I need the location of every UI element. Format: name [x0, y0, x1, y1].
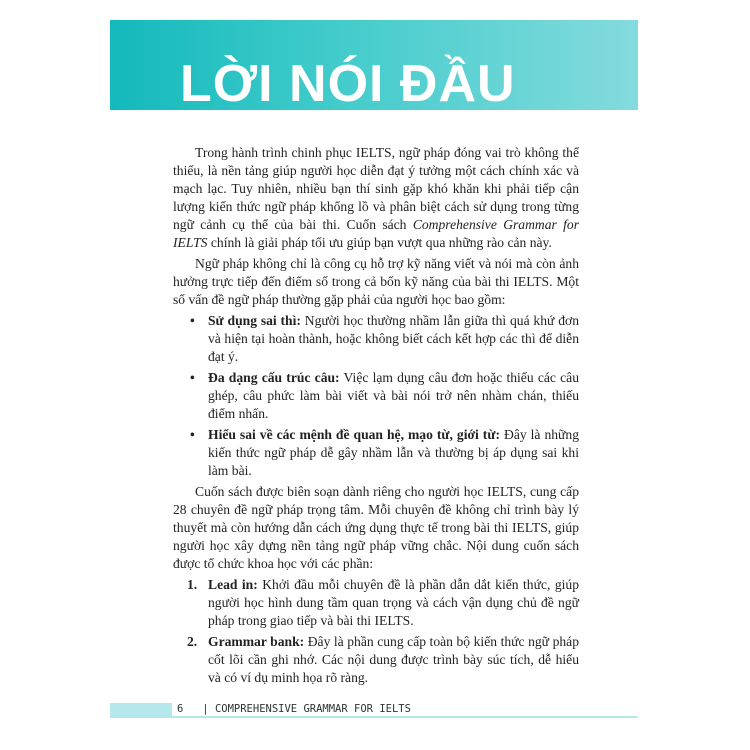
text: Trong hành trình chinh phục IELTS, ngữ pháp đóng vai trò không thể thiếu, là nền tảng giúp người học diễn đạt ý tưởng một cách chính xác và mạch lạc. Tuy nhiên, nhiều bạn thí sinh gặp khó khăn khi phải tiếp cận lượng kiến thức ngữ pháp khổng lồ và phân biệt cách sử dụng trong từng ngữ cảnh cụ thể của bài thi. Cuốn sách [173, 145, 579, 232]
bullet-icon: • [190, 427, 195, 442]
running-title: COMPREHENSIVE GRAMMAR FOR IELTS [214, 703, 411, 715]
page-title: LỜI NÓI ĐẦU [180, 55, 516, 110]
bullet-icon: • [190, 313, 195, 328]
list-item-text: Khởi đầu mỗi chuyên đề là phần dẫn dắt kiến thức, giúp người học hình dung tầm quan trọng và cách vận dụng chủ đề ngữ pháp trong giao tiếp và bài thi IELTS. [208, 577, 579, 628]
list-item-text: Đây là phần cung cấp toàn bộ kiến thức ngữ pháp cốt lõi cần ghi nhớ. Các nội dung được trình bày súc tích, dễ hiểu và có ví dụ minh họa rõ ràng. [208, 634, 579, 685]
book-title-italic: Comprehensive Grammar for IELTS [173, 217, 580, 250]
bullet-icon: • [190, 370, 195, 385]
list-item-term: Grammar bank: [208, 634, 305, 649]
list-item-term: Hiểu sai về các mệnh đề quan hệ, mạo từ, giới từ: [208, 427, 501, 442]
list-item-text: Đây là những kiến thức ngữ pháp dễ gây nhầm lẫn và thường bị áp dụng sai khi làm bài. [208, 427, 579, 478]
page-body [173, 144, 579, 690]
list-item-term: Sử dụng sai thì: [208, 313, 301, 328]
list-item [173, 576, 579, 630]
footer-rule [110, 716, 638, 718]
footer-separator: | [202, 703, 209, 715]
problem-list [173, 312, 579, 480]
page-footer [177, 703, 411, 715]
list-number: 2. [187, 634, 198, 649]
list-item-term: Đa dạng cấu trúc câu: [208, 370, 340, 385]
list-item [173, 369, 579, 423]
list-item [173, 426, 579, 480]
list-item-text: Người học thường nhầm lẫn giữa thì quá khứ đơn và hiện tại hoàn thành, hoặc không biết cách kết hợp các thì để diễn đạt ý. [208, 313, 579, 364]
list-item-term: Lead in: [208, 577, 258, 592]
intro-paragraph-2: Ngữ pháp không chỉ là công cụ hỗ trợ kỹ năng viết và nói mà còn ảnh hưởng trực tiếp đến điểm số trong cả bốn kỹ năng của bài thi IELTS. Một số vấn đề ngữ pháp thường gặp phải của người học bao gồm: [173, 256, 579, 307]
intro-paragraph-1 [173, 144, 579, 252]
page-number: 6 [177, 703, 184, 715]
list-item [173, 312, 579, 366]
header-band [110, 20, 638, 110]
text: chính là giải pháp tối ưu giúp bạn vượt qua những rào cản này. [207, 235, 552, 250]
list-item [173, 633, 579, 687]
paragraph-3: Cuốn sách được biên soạn dành riêng cho người học IELTS, cung cấp 28 chuyên đề ngữ pháp trọng tâm. Mỗi chuyên đề không chỉ trình bày lý thuyết mà còn hướng dẫn cách ứng dụng thực tế trong bài thi IELTS, giúp người học xây dựng nền tảng ngữ pháp vững chắc. Nội dung cuốn sách được tổ chức khoa học với các phần: [173, 484, 579, 571]
section-list [173, 576, 579, 687]
list-item-text: Việc lạm dụng câu đơn hoặc thiếu các câu ghép, câu phức làm bài viết và bài nói trở nên nhàm chán, thiếu điểm nhấn. [208, 370, 579, 421]
list-number: 1. [187, 577, 198, 592]
